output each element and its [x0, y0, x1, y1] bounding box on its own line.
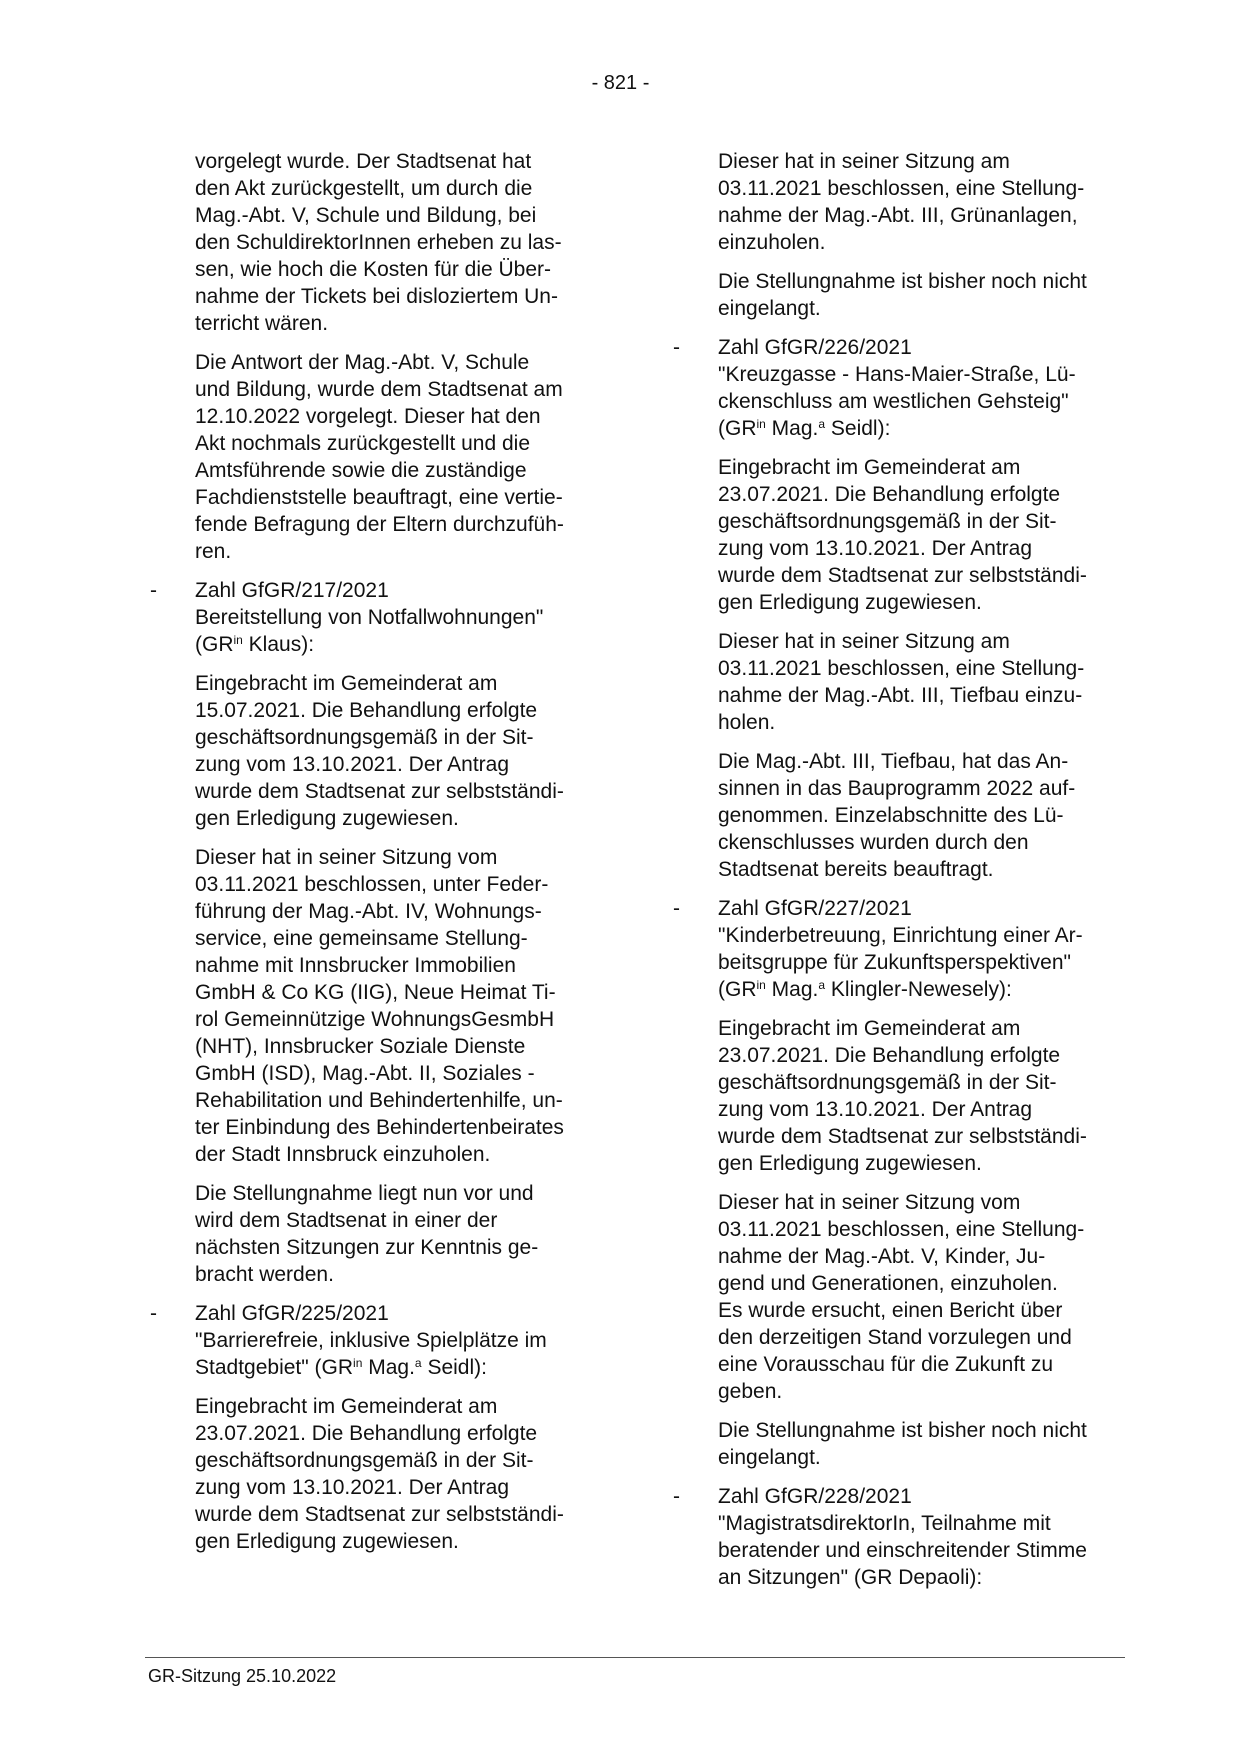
item-author: Stadtgebiet" ($GR^{in}$ Mag.$^a$ Seidl): — [195, 1356, 487, 1379]
page-number: - 821 - — [591, 72, 650, 94]
item-number: Zahl GfGR/226/2021 — [718, 336, 912, 359]
left-column — [150, 148, 600, 1567]
paragraph: Eingebracht im Gemeinderat am 23.07.2021. Die Behandlung erfolgte geschäftsordnungsgemäß in der Sit- zung vom 13.10.2021. Der Antrag wurde dem Stadtsenat zur selbstständi- gen Erledigung zugewiesen. — [718, 1017, 1087, 1175]
paragraph: Die Stellungnahme liegt nun vor und wird dem Stadtsenat in einer der nächsten Sitzungen zur Kenntnis ge- bracht werden. — [195, 1182, 539, 1286]
paragraph: Eingebracht im Gemeinderat am 23.07.2021. Die Behandlung erfolgte geschäftsordnungsgemäß in der Sit- zung vom 13.10.2021. Der Antrag wurde dem Stadtsenat zur selbstständi- gen Erledigung zugewiesen. — [195, 1395, 564, 1553]
item-title: "Kreuzgasse - Hans-Maier-Straße, Lü- ckenschluss am westlichen Gehsteig" — [718, 363, 1076, 413]
agenda-item-225 — [150, 1300, 600, 1555]
paragraph: Dieser hat in seiner Sitzung am 03.11.2021 beschlossen, eine Stellung- nahme der Mag.-Abt. III, Tiefbau einzu- holen. — [718, 630, 1085, 734]
paragraph: vorgelegt wurde. Der Stadtsenat hat den Akt zurückgestellt, um durch die Mag.-Abt. V, Schule und Bildung, bei den SchuldirektorInnen erheben zu las- sen, wie hoch die Kosten für die Über- nahme der Tickets bei disloziertem Un- terricht wären. — [195, 150, 562, 335]
item-title: "Kinderbetreuung, Einrichtung einer Ar- beitsgruppe für Zukunftsperspektiven" — [718, 924, 1083, 974]
paragraph: Dieser hat in seiner Sitzung vom 03.11.2021 beschlossen, unter Feder- führung der Mag.-Abt. IV, Wohnungs- service, eine gemeinsame Stellung- nahme mit Innsbrucker Immobilien GmbH & Co KG (IIG), Neue Heimat Ti- rol Gemeinnützige WohnungsGesmbH (NHT), Innsbrucker Soziale Dienste GmbH (ISD), Mag.-Abt. II, Soziales - Rehabilitation und Behindertenhilfe, un- ter Einbindung des Behindertenbeirates der Stadt Innsbruck einzuholen. — [195, 846, 564, 1166]
list-dash: - — [150, 579, 157, 602]
item-author: ($GR^{in}$ Mag.$^a$ Seidl): — [718, 417, 891, 440]
item-heading — [718, 334, 1128, 442]
paragraph: Eingebracht im Gemeinderat am 15.07.2021. Die Behandlung erfolgte geschäftsordnungsgemäß in der Sit- zung vom 13.10.2021. Der Antrag wurde dem Stadtsenat zur selbstständi- gen Erledigung zugewiesen. — [195, 672, 564, 830]
list-dash: - — [150, 1302, 157, 1325]
item-number: Zahl GfGR/225/2021 — [195, 1302, 389, 1325]
item-heading — [195, 577, 600, 658]
item-heading — [718, 1483, 1128, 1591]
agenda-item-228 — [673, 1483, 1128, 1591]
item-title: "MagistratsdirektorIn, Teilnahme mit beratender und einschreitender Stimme an Sitzungen" (GR Depaoli): — [718, 1512, 1087, 1589]
agenda-item-226 — [673, 334, 1128, 883]
paragraph: Eingebracht im Gemeinderat am 23.07.2021. Die Behandlung erfolgte geschäftsordnungsgemäß in der Sit- zung vom 13.10.2021. Der Antrag wurde dem Stadtsenat zur selbstständi- gen Erledigung zugewiesen. — [718, 456, 1087, 614]
item-heading — [195, 1300, 600, 1381]
right-column — [673, 148, 1128, 1603]
paragraph: Dieser hat in seiner Sitzung vom 03.11.2021 beschlossen, eine Stellung- nahme der Mag.-Abt. V, Kinder, Ju- gend und Generationen, einzuholen. Es wurde ersucht, einen Bericht über den derzeitigen Stand vorzulegen und eine Vorausschau für die Zukunft zu geben. — [718, 1191, 1085, 1403]
item-number: Zahl GfGR/217/2021 — [195, 579, 389, 602]
footer-text: GR-Sitzung 25.10.2022 — [148, 1666, 337, 1686]
item-number: Zahl GfGR/228/2021 — [718, 1485, 912, 1508]
item-heading — [718, 895, 1128, 1003]
paragraph: Die Mag.-Abt. III, Tiefbau, hat das An- sinnen in das Bauprogramm 2022 auf- genommen. Einzelabschnitte des Lü- ckenschlusses wurden durch den Stadtsenat bereits beauftragt. — [718, 750, 1076, 881]
list-dash: - — [673, 897, 680, 920]
paragraph: Die Antwort der Mag.-Abt. V, Schule und Bildung, wurde dem Stadtsenat am 12.10.2022 vorgelegt. Dieser hat den Akt nochmals zurückgestellt und die Amtsführende sowie die zuständige Fachdienststelle beauftragt, eine vertie- fende Befragung der Eltern durchzufüh- ren. — [195, 351, 564, 563]
item-title: Bereitstellung von Notfallwohnungen" — [195, 606, 544, 629]
item-title: "Barrierefreie, inklusive Spielplätze im — [195, 1329, 547, 1352]
footer-divider — [145, 1657, 1125, 1658]
paragraph: Die Stellungnahme ist bisher noch nicht eingelangt. — [718, 1419, 1087, 1469]
agenda-item-217 — [150, 577, 600, 1288]
paragraph: Die Stellungnahme ist bisher noch nicht eingelangt. — [718, 270, 1087, 320]
item-author: ($GR^{in}$ Klaus): — [195, 633, 315, 656]
item-number: Zahl GfGR/227/2021 — [718, 897, 912, 920]
item-author: ($GR^{in}$ Mag.$^a$ Klingler-Newesely): — [718, 978, 1012, 1001]
list-dash: - — [673, 1485, 680, 1508]
list-dash: - — [673, 336, 680, 359]
agenda-item-227 — [673, 895, 1128, 1471]
paragraph: Dieser hat in seiner Sitzung am 03.11.2021 beschlossen, eine Stellung- nahme der Mag.-Abt. III, Grünanlagen, einzuholen. — [718, 150, 1085, 254]
